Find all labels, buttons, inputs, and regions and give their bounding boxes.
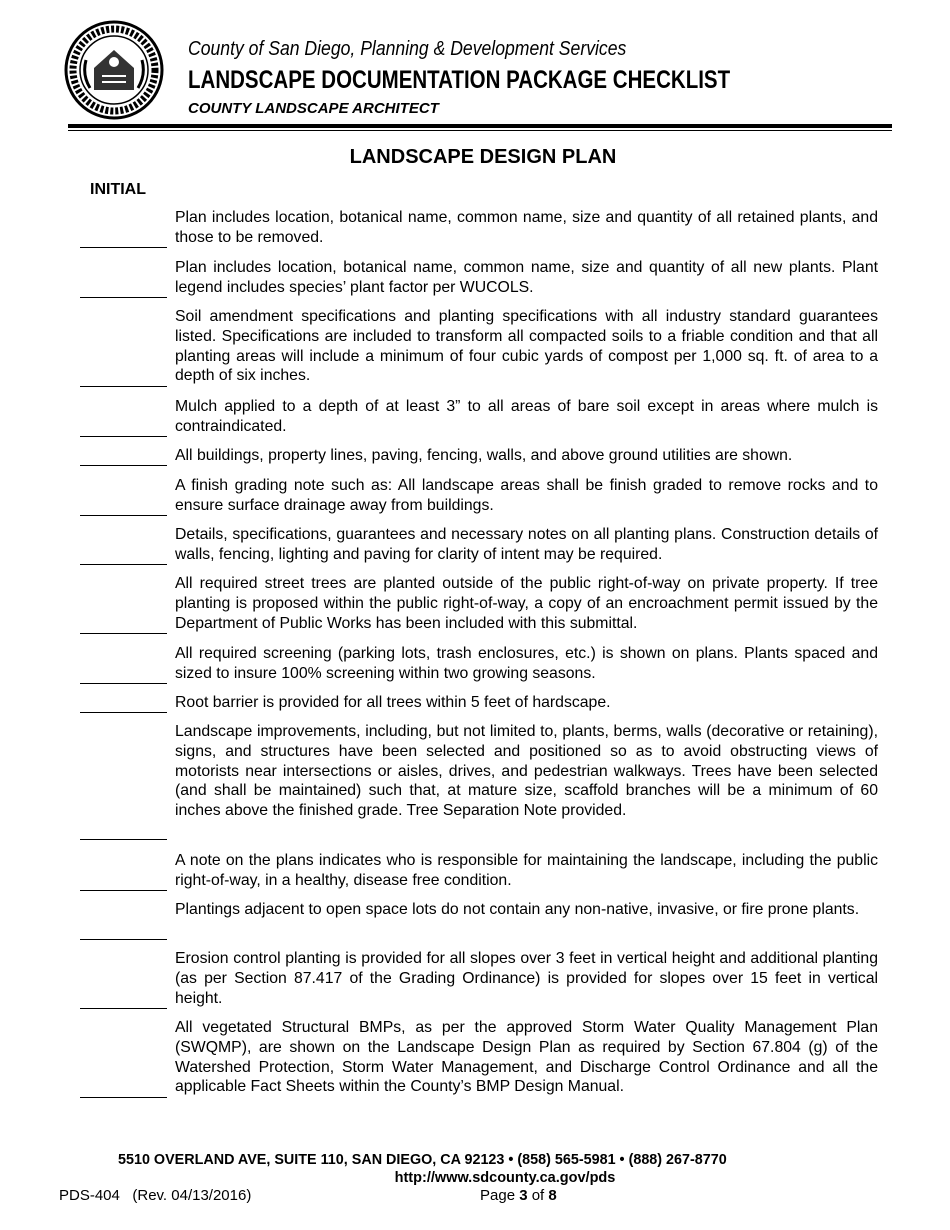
initial-blank[interactable]	[80, 515, 167, 516]
initial-blank[interactable]	[80, 712, 167, 713]
checklist-item	[0, 851, 950, 891]
footer-address: 5510 OVERLAND AVE, SUITE 110, SAN DIEGO, CA 92123 • (858) 565-5981 • (888) 267-8770	[118, 1152, 727, 1168]
initial-blank[interactable]	[80, 633, 167, 634]
checklist-item	[0, 258, 950, 298]
checklist-item	[0, 208, 950, 248]
section-title: LANDSCAPE DESIGN PLAN	[349, 146, 617, 168]
initial-blank[interactable]	[80, 564, 167, 565]
checklist-item-text: Mulch applied to a depth of at least 3” to all areas of bare soil except in areas where mulch is contraindicated.	[175, 398, 878, 435]
initial-blank[interactable]	[80, 839, 167, 840]
initial-blank[interactable]	[80, 1097, 167, 1098]
checklist-item	[0, 900, 950, 940]
page-number	[480, 1187, 557, 1204]
initial-blank[interactable]	[80, 890, 167, 891]
checklist-item	[0, 446, 950, 466]
checklist-item-text: All required screening (parking lots, trash enclosures, etc.) is shown on plans. Plants spaced and sized to insure 100% screening within two growing seasons.	[175, 645, 878, 682]
checklist-item-text: Plan includes location, botanical name, common name, size and quantity of all new plants. Plant legend includes species’ plant factor per WUCOLS.	[175, 259, 878, 296]
checklist-item-text: Plantings adjacent to open space lots do not contain any non-native, invasive, or fire prone plants.	[175, 901, 860, 918]
checklist-item-text: Plan includes location, botanical name, common name, size and quantity of all retained plants, and those to be removed.	[175, 209, 878, 246]
department-name: County of San Diego, Planning & Development Services	[188, 38, 627, 60]
initial-blank[interactable]	[80, 297, 167, 298]
checklist-item-text: All vegetated Structural BMPs, as per the approved Storm Water Quality Management Plan (SWQMP), are shown on the Landscape Design Plan as required by Section 67.804 (g) of the Watershed Protection, Storm Water Management, and Discharge Control Ordinance and all the applicable Fact Sheets within the County’s BMP Design Manual.	[175, 1019, 878, 1096]
checklist-item	[0, 693, 950, 713]
checklist-item	[0, 722, 950, 840]
checklist-item	[0, 949, 950, 1009]
checklist-item	[0, 397, 950, 437]
initial-blank[interactable]	[80, 465, 167, 466]
header-divider	[68, 124, 892, 128]
header-divider-thin	[68, 130, 892, 131]
page-total: 8	[548, 1187, 557, 1204]
checklist-item-text: A finish grading note such as: All landscape areas shall be finish graded to remove rocks and to ensure surface drainage away from buildings.	[175, 477, 878, 514]
page-current: 3	[519, 1187, 528, 1204]
checklist-item-text: Soil amendment specifications and planting specifications with all industry standard guarantees listed. Specifications are included to transform all compacted soils to a friable condition and that all planting areas will include a minimum of four cubic yards of compost per 1,000 sq. ft. of area to a depth of six inches.	[175, 308, 878, 385]
checklist-item	[0, 574, 950, 634]
checklist-item	[0, 644, 950, 684]
checklist-item	[0, 525, 950, 565]
checklist-item-text: All buildings, property lines, paving, fencing, walls, and above ground utilities are shown.	[175, 447, 793, 464]
document-subtitle: COUNTY LANDSCAPE ARCHITECT	[188, 100, 439, 117]
footer-website-link[interactable]: http://www.sdcounty.ca.gov/pds	[394, 1170, 616, 1186]
initial-blank[interactable]	[80, 939, 167, 940]
checklist-item	[0, 476, 950, 516]
checklist-item	[0, 307, 950, 387]
checklist-item-text: Erosion control planting is provided for all slopes over 3 feet in vertical height and additional planting (as per Section 87.417 of the Grading Ordinance) is provided for slopes over 15 feet in vertical height.	[175, 950, 878, 1007]
form-number: PDS-404 (Rev. 04/13/2016)	[59, 1187, 252, 1204]
initial-column-label: INITIAL	[90, 181, 146, 198]
initial-blank[interactable]	[80, 683, 167, 684]
document-title: LANDSCAPE DOCUMENTATION PACKAGE CHECKLIST	[188, 66, 731, 94]
checklist-item	[0, 1018, 950, 1098]
initial-blank[interactable]	[80, 1008, 167, 1009]
checklist-item-text: Landscape improvements, including, but not limited to, plants, berms, walls (decorative or retaining), signs, and structures have been selected and positioned so as to avoid obstructing views of motorists near intersections or aisles, drives, and pedestrian walkways. Trees have been selected (and shall be maintained) such that, at mature size, scaffold branches will be a minimum of 60 inches above the finished grade. Tree Separation Note provided.	[175, 723, 878, 820]
checklist-item-text: Details, specifications, guarantees and necessary notes on all planting plans. Construction details of walls, fencing, lighting and paving for clarity of intent may be required.	[175, 526, 878, 563]
checklist-item-text: All required street trees are planted outside of the public right-of-way on private property. If tree planting is proposed within the public right-of-way, a copy of an encroachment permit issued by the Department of Public Works has been included with this submittal.	[175, 575, 878, 632]
checklist-item-text: Root barrier is provided for all trees within 5 feet of hardscape.	[175, 694, 611, 711]
county-seal-logo	[64, 20, 164, 120]
initial-blank[interactable]	[80, 386, 167, 387]
page-separator: of	[527, 1187, 549, 1204]
checklist-item-text: A note on the plans indicates who is responsible for maintaining the landscape, including the public right-of-way, in a healthy, disease free condition.	[175, 852, 878, 889]
initial-blank[interactable]	[80, 436, 167, 437]
page-label: Page	[480, 1187, 520, 1204]
initial-blank[interactable]	[80, 247, 167, 248]
